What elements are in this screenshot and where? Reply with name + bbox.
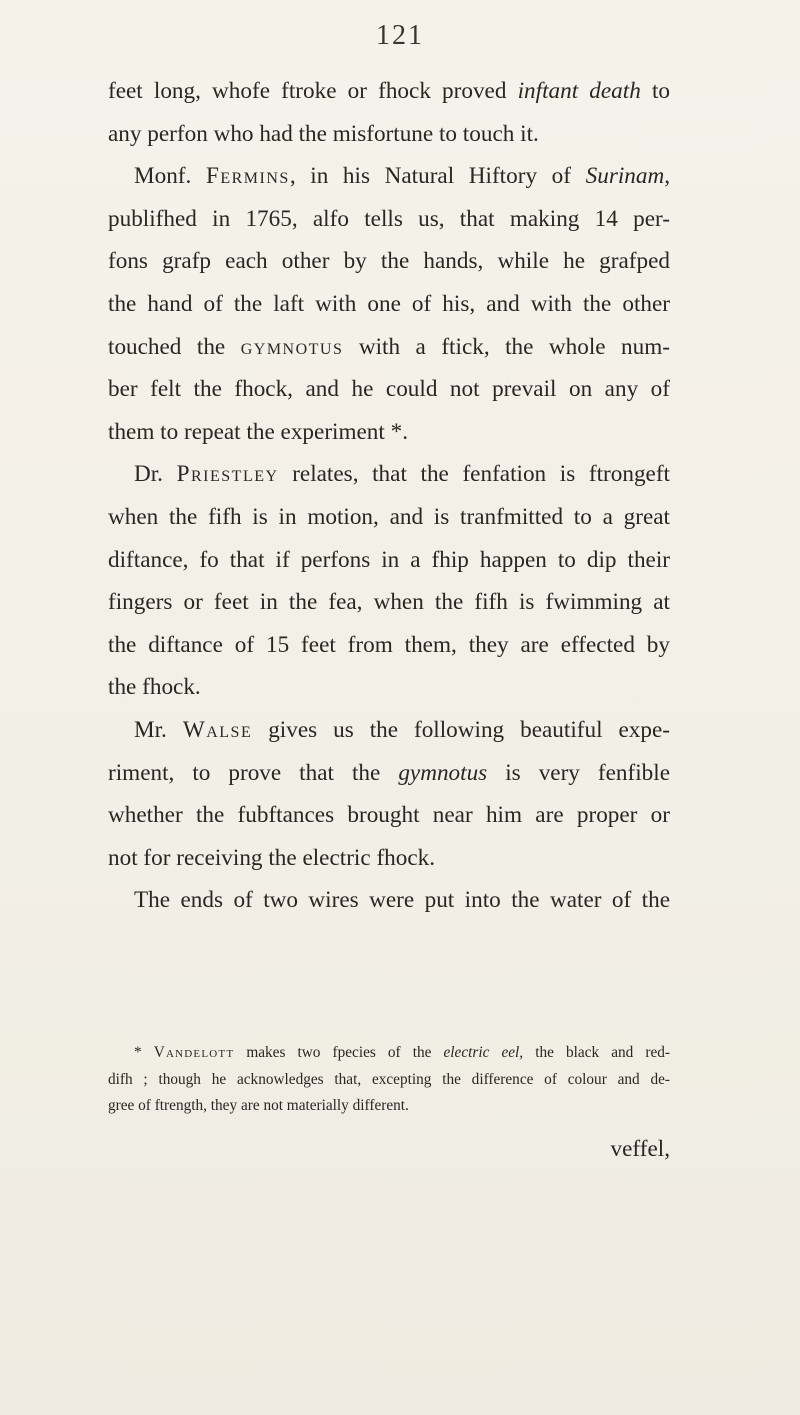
text-line: the diftance of 15 feet from them, they are effected by: [108, 631, 670, 658]
text-line: The ends of two wires were put into the water of the: [134, 887, 670, 914]
italic-text: electric eel,: [443, 1044, 524, 1061]
text-line: Monf. Fermins, in his Natural Hiftory of Surinam,: [134, 163, 671, 190]
text-line: fingers or feet in the fea, when the fifh is fwimming at: [108, 589, 670, 616]
body-text: [108, 70, 670, 922]
page-number: 121: [376, 20, 424, 51]
text-line: fons grafp each other by the hands, while he grafped: [108, 248, 670, 275]
text-line: touched the gymnotus with a ftick, the whole num-: [108, 333, 671, 360]
text-line: them to repeat the experiment *.: [108, 418, 409, 445]
text-line: riment, to prove that the gymnotus is very fenfible: [108, 759, 670, 786]
small-caps-name: Walse: [182, 716, 253, 743]
text-line: the hand of the laft with one of his, and with the other: [108, 290, 670, 317]
small-caps-name: Vandelott: [153, 1044, 235, 1061]
italic-text: gymnotus: [398, 759, 488, 786]
text-line: not for receiving the electric fhock.: [108, 844, 436, 871]
text-line: whether the fubftances brought near him are proper or: [108, 802, 670, 829]
catchword: veffel,: [610, 1136, 670, 1162]
text-line: ber felt the fhock, and he could not prevail on any of: [108, 376, 670, 403]
text-line: Dr. Priestley relates, that the fenfation is ftrongeft: [134, 461, 670, 488]
footnote-line: * Vandelott makes two fpecies of the electric eel, the black and red-: [134, 1044, 670, 1061]
footnote: [108, 1040, 670, 1120]
text-line: when the fifh is in motion, and is tranfmitted to a great: [108, 503, 670, 530]
italic-text: Surinam,: [585, 163, 671, 190]
footnote-line: difh ; though he acknowledges that, excepting the difference of colour and de-: [108, 1070, 670, 1088]
text-line: the fhock.: [108, 674, 201, 701]
text-line: publifhed in 1765, alfo tells us, that making 14 per-: [108, 205, 670, 232]
text-line: feet long, whofe ftroke or fhock proved inftant death to: [108, 78, 670, 104]
text-line: any perfon who had the misfortune to touch it.: [108, 120, 539, 147]
italic-text: inftant death: [517, 78, 641, 104]
text-line: Mr. Walse gives us the following beautiful expe-: [134, 716, 670, 743]
footnote-line: gree of ftrength, they are not materially different.: [108, 1097, 409, 1114]
small-caps-name: Priestley: [176, 461, 279, 488]
small-caps-name: gymnotus: [240, 333, 344, 360]
small-caps-name: Fermins: [205, 163, 290, 190]
text-line: diftance, fo that if perfons in a fhip happen to dip their: [108, 546, 670, 573]
